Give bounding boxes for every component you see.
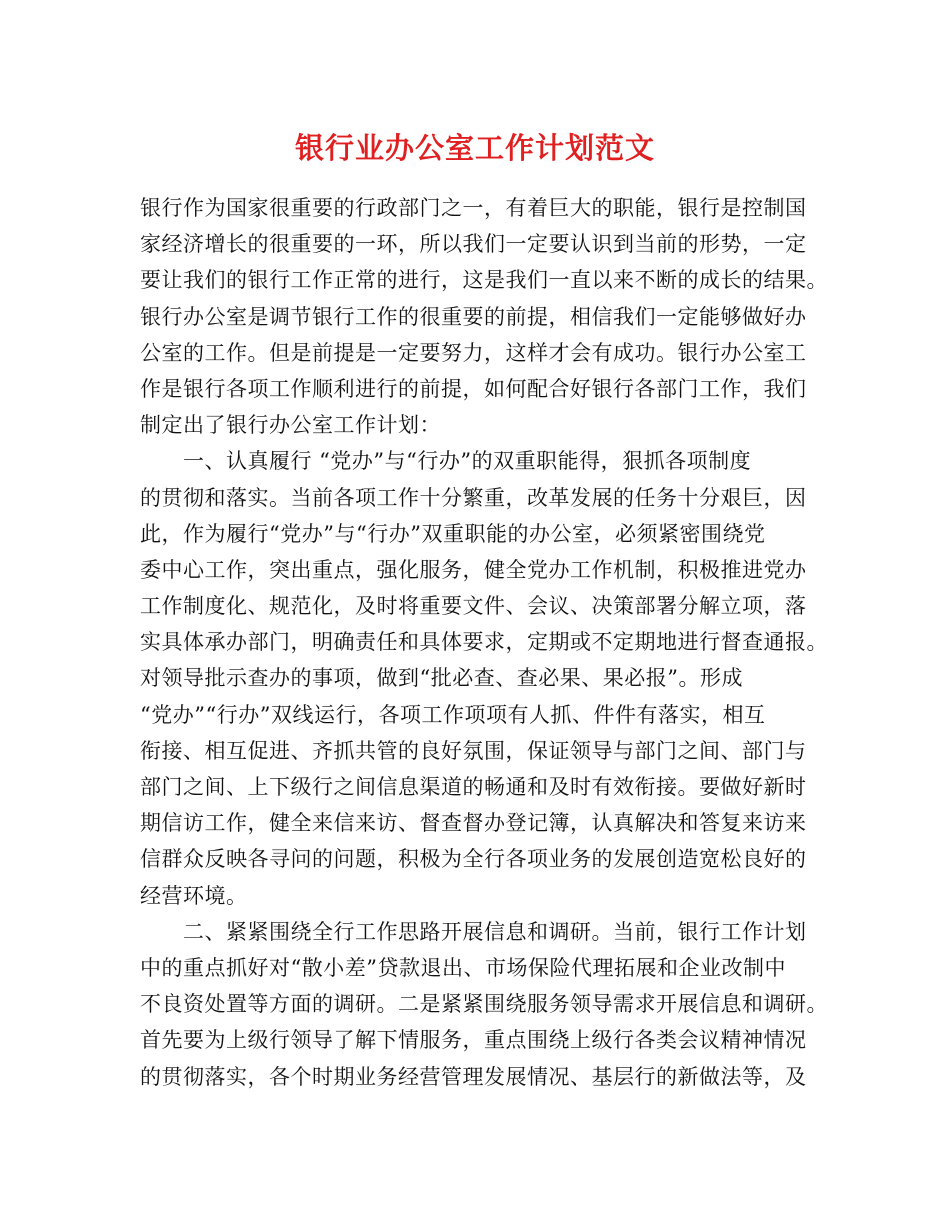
- text-line: 委中心工作，突出重点，强化服务，健全党办工作机制，积极推进党办: [140, 557, 807, 582]
- text-line: 中的重点抓好对“散小差”贷款退出、市场保险代理拓展和企业改制中: [140, 955, 786, 980]
- text-line: 银行办公室是调节银行工作的很重要的前提，相信我们一定能够做好办: [140, 304, 807, 329]
- text-line: 实具体承办部门，明确责任和具体要求，定期或不定期地进行督查通报。: [140, 630, 828, 655]
- text-line: 部门之间、上下级行之间信息渠道的畅通和及时有效衔接。要做好新时: [140, 775, 807, 799]
- text-line: 衔接、相互促进、齐抓共管的良好氛围，保证领导与部门之间、部门与: [140, 738, 807, 763]
- text-line: “党办”“行办”双线运行，各项工作项项有人抓、件件有落实，相互: [140, 702, 766, 727]
- text-line: 的贯彻落实，各个时期业务经营管理发展情况、基层行的新做法等，及: [140, 1064, 807, 1089]
- text-line: 一、认真履行 “党办”与“行办”的双重职能得，狠抓各项制度: [140, 449, 752, 474]
- text-line: 要让我们的银行工作正常的进行，这是我们一直以来不断的成长的结果。: [140, 268, 828, 293]
- text-line: 制定出了银行办公室工作计划：: [140, 413, 441, 438]
- text-line: 不良资处置等方面的调研。二是紧紧围绕服务领导需求开展信息和调研。: [140, 992, 828, 1017]
- text-line: 银行作为国家很重要的行政部门之一，有着巨大的职能，银行是控制国: [140, 196, 807, 220]
- document-title: 银行业办公室工作计划范文: [294, 131, 655, 165]
- text-line: 工作制度化、规范化，及时将重要文件、会议、决策部署分解立项，落: [140, 594, 807, 619]
- text-line: 此，作为履行“党办”与“行办”双重职能的办公室，必须紧密围绕党: [140, 521, 766, 546]
- document-body: [140, 190, 830, 1095]
- text-line: 的贯彻和落实。当前各项工作十分繁重，改革发展的任务十分艰巨，因: [140, 485, 807, 510]
- text-line: 首先要为上级行领导了解下情服务，重点围绕上级行各类会议精神情况: [140, 1028, 807, 1053]
- text-line: 家经济增长的很重要的一环，所以我们一定要认识到当前的形势，一定: [140, 232, 807, 257]
- text-line: 信群众反映各寻问的问题，积极为全行各项业务的发展创造宽松良好的: [140, 847, 807, 872]
- text-line: 二、紧紧围绕全行工作思路开展信息和调研。当前，银行工作计划: [140, 919, 807, 944]
- text-line: 公室的工作。但是前提是一定要努力，这样才会有成功。银行办公室工: [140, 340, 807, 365]
- text-line: 期信访工作，健全来信来访、督查督办登记簿，认真解决和答复来访来: [140, 811, 807, 836]
- text-line: 对领导批示查办的事项，做到“批必查、查必果、果必报”。形成: [140, 666, 743, 691]
- text-line: 作是银行各项工作顺利进行的前提，如何配合好银行各部门工作，我们: [140, 376, 807, 401]
- text-line: 经营环境。: [140, 883, 248, 908]
